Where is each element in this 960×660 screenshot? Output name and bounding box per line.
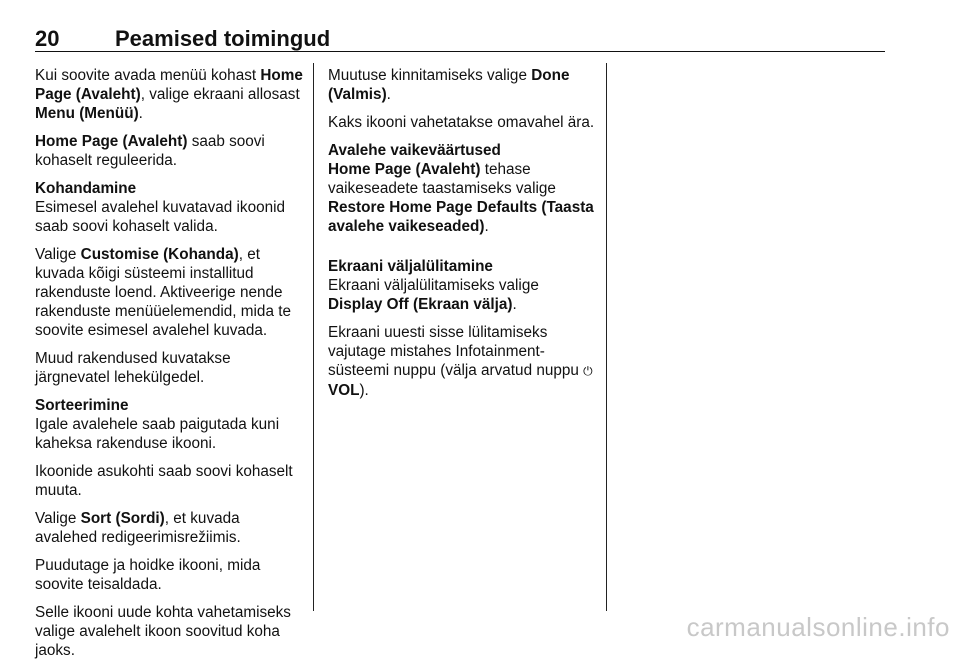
paragraph: Valige Customise (Kohanda), et kuvada kõigi süsteemi installitud rakenduste loend. Aktiveerige nende rakenduste menüüelemendid, mida te soovite esimesel avalehel kuvada. [35,246,291,339]
paragraph: Selle ikooni uude kohta vahetamiseks valige avalehelt ikoon soovitud koha jaoks. [35,604,291,659]
paragraph: Muud rakendused kuvatakse järgnevatel lehekülgedel. [35,350,231,386]
section-heading-avalehe-vaikevaartused: Avalehe vaikeväärtused [328,142,501,159]
section-heading-kohandamine: Kohandamine [35,180,137,197]
paragraph: Home Page (Avaleht) tehase vaikeseadete taastamiseks valige Restore Home Page Defaults (Taasta avalehe vaikeseaded). [328,161,594,235]
menu-term: Done (Valmis) [328,67,570,103]
text-column-middle [328,66,596,409]
page-title: Peamised toimingud [115,26,331,51]
paragraph: Muutuse kinnitamiseks valige Done (Valmis). [328,67,570,103]
paragraph: Kui soovite avada menüü kohast Home Page (Avaleht), valige ekraani allosast Menu (Menüü). [35,67,303,122]
paragraph: Ekraani väljalülitamiseks valige Display Off (Ekraan välja). [328,277,539,313]
power-icon: ⏻ [583,364,593,378]
menu-term: VOL [328,382,360,399]
page-header [35,26,885,52]
menu-term: Sort (Sordi) [80,510,165,527]
menu-term: Display Off (Ekraan välja) [328,296,513,313]
column-divider-left [313,63,314,611]
paragraph: Puudutage ja hoidke ikooni, mida soovite teisaldada. [35,557,261,593]
column-divider-right [606,63,607,611]
header-rule [35,51,885,52]
menu-term: Restore Home Page Defaults (Taasta avalehe vaikeseaded) [328,199,594,235]
section-heading-sorteerimine: Sorteerimine [35,397,129,414]
paragraph: Kaks ikooni vahetatakse omavahel ära. [328,114,595,131]
paragraph: Ikoonide asukohti saab soovi kohaselt muuta. [35,463,293,499]
paragraph: Igale avalehele saab paigutada kuni kaheksa rakenduse ikooni. [35,416,280,452]
paragraph: Home Page (Avaleht) saab soovi kohaselt reguleerida. [35,133,265,169]
menu-term: Menu (Menüü) [35,105,139,122]
section-heading-ekraani-valjalulitamine: Ekraani väljalülitamine [328,258,493,275]
paragraph: Valige Sort (Sordi), et kuvada avalehed redigeerimisrežiimis. [35,510,241,546]
watermark: carmanualsonline.info [686,612,950,642]
menu-term: Home Page (Avaleht) [328,161,481,178]
paragraph: Ekraani uuesti sisse lülitamiseks vajutage mistahes Infotainment-süsteemi nuppu (välja arvatud nuppu ⏻ VOL). [328,324,593,399]
page-number: 20 [35,26,60,51]
text-column-left [35,66,303,660]
menu-term: Home Page (Avaleht) [35,133,188,150]
menu-term: Customise (Kohanda) [80,246,239,263]
paragraph: Esimesel avalehel kuvatavad ikoonid saab soovi kohaselt valida. [35,199,285,235]
menu-term: Home Page (Avaleht) [35,67,303,103]
